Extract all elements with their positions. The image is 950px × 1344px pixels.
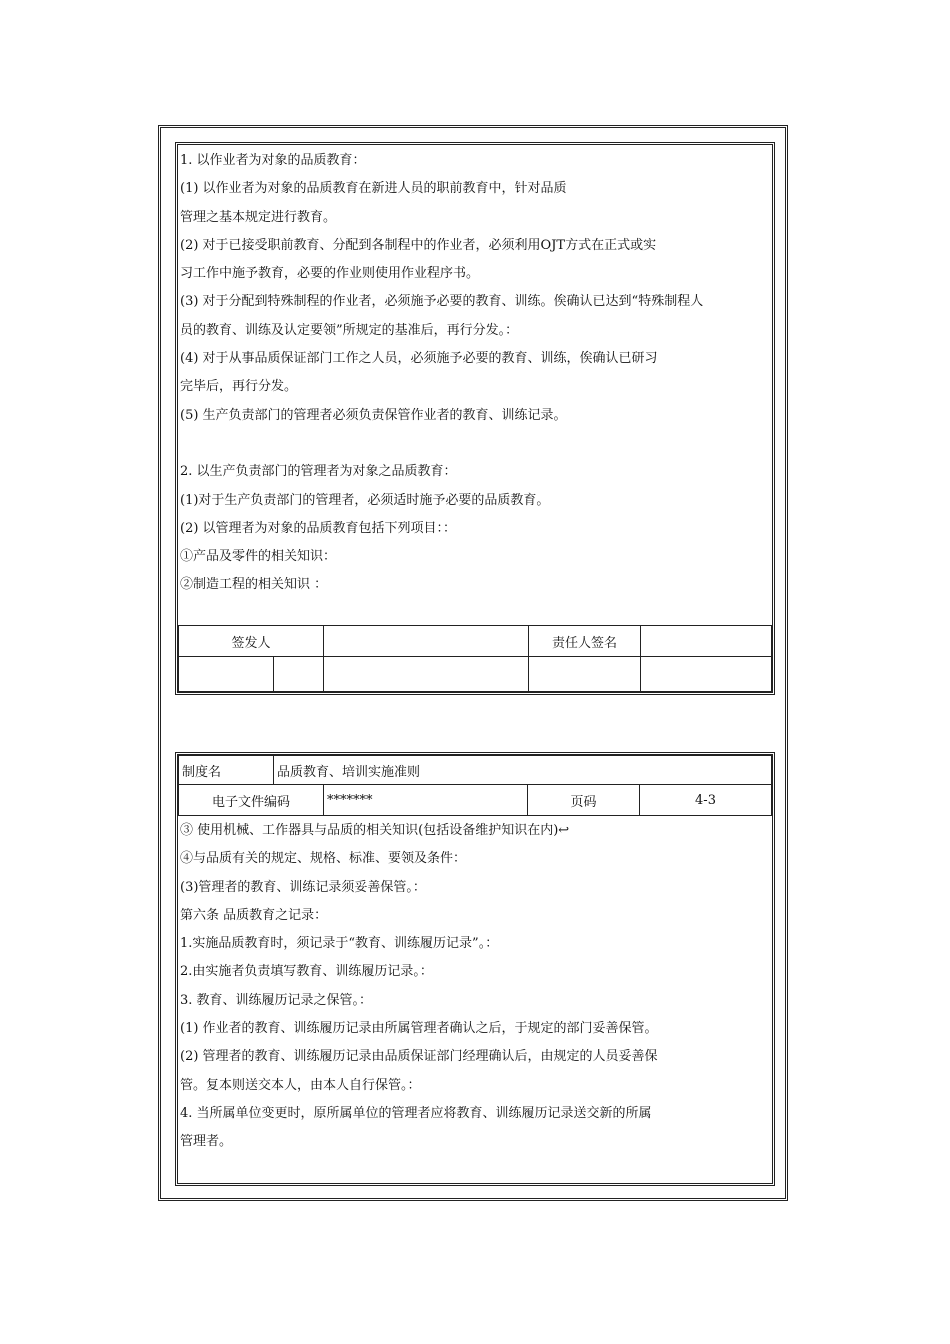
text-line (180, 430, 770, 458)
system-name-value-cell (273, 755, 772, 785)
page-value: 4-3 (695, 792, 716, 808)
responsible-value-cell (640, 625, 772, 657)
sign-label: 签发人 (231, 635, 271, 651)
text-line: 1.实施品质教育时，须记录于“教育、训练履历记录”。： (180, 936, 499, 952)
text-line: 1. 以作业者为对象的品质教育： (180, 153, 366, 168)
file-code-label: 电子文件编码 (211, 794, 290, 810)
text-line: ②制造工程的相关知识 ： (180, 577, 328, 593)
system-name-label: 制度名 (182, 764, 222, 780)
sign-label-cell (178, 625, 324, 657)
section1-text (180, 147, 770, 600)
text-line: (1)对于生产负责部门的管理者，必须适时施予必要的品质教育。 (180, 492, 550, 508)
text-line: 2.由实施者负责填写教育、训练履历记录。： (180, 964, 433, 980)
sign-blank-cell-2 (273, 656, 324, 692)
text-line: 4. 当所属单位变更时，原所属单位的管理者应将教育、训练履历记录送交新的所属 (180, 1105, 652, 1121)
text-line: 管理之基本规定进行教育。 (180, 209, 337, 225)
system-name-label-cell (178, 755, 274, 785)
system-name-value: 品质教育、培训实施准则 (277, 764, 421, 780)
text-line: (3) 对于分配到特殊制程的作业者，必须施予必要的教育、训练。俟确认已达到“特殊制程人 (180, 294, 704, 310)
file-code-value: ******* (327, 792, 373, 808)
text-line: 完毕后，再行分发。 (180, 379, 298, 395)
text-line: 2. 以生产负责部门的管理者为对象之品质教育： (180, 464, 457, 480)
text-line: (2) 对于已接受职前教育、分配到各制程中的作业者，必须利用OJT方式在正式或实 (180, 237, 657, 253)
text-line: (2) 管理者的教育、训练履历记录由品质保证部门经理确认后，由规定的人员妥善保 (180, 1049, 658, 1065)
page-value-cell (639, 784, 772, 816)
text-line: (1) 作业者的教育、训练履历记录由所属管理者确认之后，于规定的部门妥善保管。 (180, 1021, 658, 1037)
text-line: (5) 生产负责部门的管理者必须负责保管作业者的教育、训练记录。 (180, 407, 567, 423)
file-code-label-cell (178, 784, 324, 816)
text-line: ④与品质有关的规定、规格、标准、要领及条件： (180, 851, 467, 867)
content-table-upper (175, 142, 775, 695)
text-line: 习工作中施予教育，必要的作业则使用作业程序书。 (180, 266, 480, 282)
text-line: (3)管理者的教育、训练记录须妥善保管。： (180, 879, 426, 895)
page-label-cell (527, 784, 640, 816)
sign-blank-cell-1 (178, 656, 274, 692)
text-line: 3. 教育、训练履历记录之保管。： (180, 992, 373, 1008)
content-table-lower (175, 752, 775, 1186)
sign-value-cell (323, 625, 529, 657)
text-line: 员的教育、训练及认定要领”所规定的基准后，再行分发。： (180, 322, 519, 338)
responsible-label-cell (528, 625, 641, 657)
section2-text (180, 817, 770, 1157)
text-line: 第六条 品质教育之记录： (180, 907, 328, 923)
text-line: (1) 以作业者为对象的品质教育在新进人员的职前教育中，针对品质 (180, 181, 567, 197)
sign-blank-cell-3 (323, 656, 529, 692)
sign-blank-cell-4 (528, 656, 641, 692)
file-code-value-cell (323, 784, 528, 816)
text-line: 管。复本则送交本人，由本人自行保管。： (180, 1077, 421, 1093)
text-line: 管理者。 (180, 1134, 233, 1150)
text-line: ①产品及零件的相关知识： (180, 549, 337, 565)
text-line: (2) 以管理者为对象的品质教育包括下列项目：： (180, 520, 457, 536)
page-label: 页码 (570, 794, 597, 810)
responsible-label: 责任人签名 (551, 635, 617, 651)
text-line: ③ 使用机械、工作器具与品质的相关知识(包括设备维护知识在内)↩ (180, 823, 570, 838)
sign-blank-cell-5 (640, 656, 772, 692)
text-line: (4) 对于从事品质保证部门工作之人员，必须施予必要的教育、训练，俟确认已研习 (180, 351, 658, 367)
